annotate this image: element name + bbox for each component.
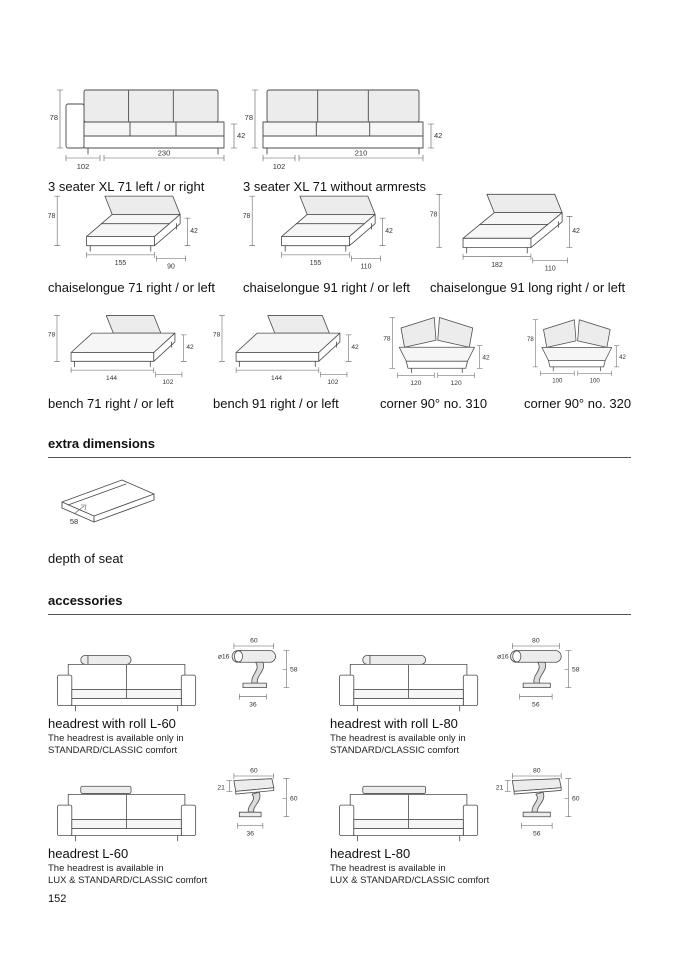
accessory-note-line1: The headrest is available in bbox=[330, 863, 446, 874]
figure-3seater-xl71-no-armrests bbox=[243, 78, 443, 194]
section-rule bbox=[48, 457, 631, 458]
dim-height: 78 bbox=[49, 113, 58, 122]
dim-depth: 102 bbox=[272, 162, 286, 171]
accessory-headrest-l80 bbox=[330, 766, 602, 894]
dim-depth: 90 bbox=[167, 263, 175, 271]
product-caption: chaiselongue 91 long right / or left bbox=[430, 280, 626, 295]
dim-roll-diameter: ⌀16 bbox=[217, 653, 230, 661]
dim-width: 144 bbox=[271, 374, 283, 382]
dim-seat-height: 42 bbox=[434, 131, 443, 140]
sofa-outline bbox=[57, 786, 195, 841]
product-caption: depth of seat bbox=[48, 551, 124, 566]
dim-thickness: 21 bbox=[217, 784, 225, 792]
dim-height: 78 bbox=[383, 335, 391, 343]
dim-depth: 110 bbox=[360, 263, 372, 271]
accessory-headrest-l60 bbox=[48, 766, 320, 894]
accessory-note-line1: The headrest is available only in bbox=[330, 733, 466, 744]
dim-height: 78 bbox=[47, 213, 56, 221]
chaiselongue-drawing bbox=[48, 185, 204, 277]
dim-depth: 102 bbox=[76, 162, 90, 171]
accessory-note-line2: LUX & STANDARD/CLASSIC comfort bbox=[48, 875, 208, 886]
product-caption: chaiselongue 91 right / or left bbox=[243, 280, 410, 295]
dim-thickness: 21 bbox=[495, 784, 504, 792]
dim-height: 78 bbox=[526, 335, 534, 343]
dim-base: 56 bbox=[532, 701, 540, 709]
dim-base: 56 bbox=[532, 830, 541, 838]
section-rule bbox=[48, 614, 631, 615]
dim-headrest-width: 80 bbox=[532, 767, 541, 775]
sofa-outline bbox=[339, 786, 477, 841]
sofa-3seater-drawing bbox=[48, 78, 248, 176]
dim-height: 78 bbox=[242, 213, 251, 221]
accessory-note-line2: LUX & STANDARD/CLASSIC comfort bbox=[330, 875, 490, 886]
dim-width-right: 100 bbox=[589, 377, 600, 385]
accessory-note-line2: STANDARD/CLASSIC comfort bbox=[330, 745, 460, 756]
corner-drawing bbox=[524, 305, 628, 393]
dim-base: 36 bbox=[246, 830, 254, 838]
dim-width: 210 bbox=[354, 148, 368, 158]
figure-bench-71 bbox=[48, 305, 198, 411]
dim-width-right: 120 bbox=[450, 379, 462, 387]
dim-height: 78 bbox=[47, 331, 56, 339]
dim-height: 78 bbox=[212, 331, 221, 339]
headrest-outline bbox=[232, 651, 275, 688]
dim-roll-width: 60 bbox=[250, 637, 258, 645]
dim-width: 155 bbox=[114, 259, 127, 267]
dim-drop: 58 bbox=[290, 666, 298, 674]
accessory-note-line2: STANDARD/CLASSIC comfort bbox=[48, 745, 178, 756]
bench-drawing bbox=[48, 305, 198, 393]
bench-drawing bbox=[213, 305, 363, 393]
sofa-outline bbox=[263, 90, 423, 154]
figure-chaiselongue-71 bbox=[48, 185, 215, 295]
sofa-with-roll-drawing bbox=[330, 650, 488, 720]
dim-width-left: 120 bbox=[410, 379, 422, 387]
dim-roll-width: 80 bbox=[532, 637, 540, 645]
product-caption: corner 90° no. 310 bbox=[380, 396, 488, 411]
dim-seat-height: 42 bbox=[572, 227, 580, 235]
dim-height: 78 bbox=[244, 113, 253, 122]
chaiselongue-outline bbox=[87, 196, 181, 251]
corner-outline bbox=[542, 320, 612, 371]
accessory-note-line1: The headrest is available only in bbox=[48, 733, 184, 744]
chaiselongue-outline bbox=[282, 196, 376, 251]
dim-drop: 60 bbox=[290, 795, 298, 803]
dim-drop: 58 bbox=[572, 666, 580, 674]
dim-roll-diameter: ⌀16 bbox=[497, 653, 509, 661]
figure-chaiselongue-91 bbox=[243, 185, 410, 295]
dim-width-left: 100 bbox=[552, 377, 563, 385]
accessory-headrest-roll-l60 bbox=[48, 636, 320, 764]
corner-outline bbox=[399, 318, 474, 373]
headrest-outline bbox=[512, 779, 561, 817]
bench-outline bbox=[71, 316, 175, 367]
dim-seat-height: 42 bbox=[482, 354, 490, 362]
dim-base: 36 bbox=[249, 701, 257, 709]
seat-depth-drawing bbox=[48, 468, 168, 543]
dim-seat-height: 42 bbox=[351, 344, 359, 351]
dim-depth: 102 bbox=[327, 379, 339, 387]
sofa-outline bbox=[339, 655, 477, 711]
headrest-roll-detail-drawing bbox=[214, 636, 300, 713]
product-caption: 3 seater XL 71 left / or right bbox=[48, 179, 205, 194]
section-heading-accessories: accessories bbox=[48, 593, 123, 608]
sofa-with-roll-drawing bbox=[48, 650, 206, 720]
accessory-headrest-roll-l80 bbox=[330, 636, 602, 764]
dim-width: 144 bbox=[106, 374, 118, 382]
sofa-outline bbox=[57, 655, 195, 711]
corner-drawing bbox=[380, 305, 492, 393]
dim-height: 78 bbox=[429, 211, 438, 219]
dim-drop: 60 bbox=[572, 795, 580, 803]
figure-corner-320 bbox=[524, 305, 631, 411]
dim-width: 230 bbox=[157, 148, 171, 158]
accessory-note-line1: The headrest is available in bbox=[48, 863, 164, 874]
product-caption: bench 71 right / or left bbox=[48, 396, 174, 411]
headrest-outline bbox=[510, 651, 561, 688]
product-caption: 3 seater XL 71 without armrests bbox=[243, 179, 427, 194]
section-heading-extra-dimensions: extra dimensions bbox=[48, 436, 155, 451]
figure-bench-91 bbox=[213, 305, 363, 411]
chaiselongue-outline bbox=[463, 194, 562, 253]
sofa-with-headrest-drawing bbox=[330, 780, 488, 850]
dim-headrest-width: 60 bbox=[250, 767, 258, 775]
headrest-roll-detail-drawing bbox=[496, 636, 582, 713]
accessory-caption: headrest L-60 bbox=[48, 846, 129, 861]
dim-depth: 102 bbox=[162, 379, 174, 387]
figure-depth-of-seat bbox=[48, 468, 168, 566]
chaiselongue-drawing bbox=[243, 185, 399, 277]
dim-seat-height: 42 bbox=[619, 353, 626, 361]
figure-3seater-xl71 bbox=[48, 78, 248, 194]
seat-outline bbox=[62, 480, 154, 522]
product-caption: bench 91 right / or left bbox=[213, 396, 339, 411]
dim-width: 182 bbox=[491, 261, 503, 269]
product-caption: corner 90° no. 320 bbox=[524, 396, 632, 411]
bench-outline bbox=[236, 316, 340, 367]
dim-width: 155 bbox=[309, 259, 322, 267]
dim-seat-depth: 58 bbox=[69, 517, 79, 526]
page-number: 152 bbox=[48, 893, 67, 905]
sofa-with-headrest-drawing bbox=[48, 780, 206, 850]
headrest-outline bbox=[234, 779, 274, 817]
sofa-3seater-no-arms-drawing bbox=[243, 78, 443, 176]
dim-depth: 110 bbox=[544, 265, 556, 273]
headrest-detail-drawing bbox=[496, 766, 582, 843]
dim-seat-height: 42 bbox=[237, 131, 246, 140]
accessory-caption: headrest L-80 bbox=[330, 846, 411, 861]
product-caption: chaiselongue 71 right / or left bbox=[48, 280, 215, 295]
sofa-outline bbox=[66, 90, 224, 154]
dim-seat-height: 42 bbox=[385, 227, 393, 235]
chaiselongue-long-drawing bbox=[430, 185, 586, 277]
accessory-caption: headrest with roll L-80 bbox=[330, 716, 458, 731]
dim-seat-height: 42 bbox=[190, 227, 198, 235]
figure-corner-310 bbox=[380, 305, 492, 411]
accessory-caption: headrest with roll L-60 bbox=[48, 716, 176, 731]
figure-chaiselongue-91-long bbox=[430, 185, 625, 295]
headrest-detail-drawing bbox=[214, 766, 300, 843]
dim-seat-height: 42 bbox=[186, 344, 194, 351]
